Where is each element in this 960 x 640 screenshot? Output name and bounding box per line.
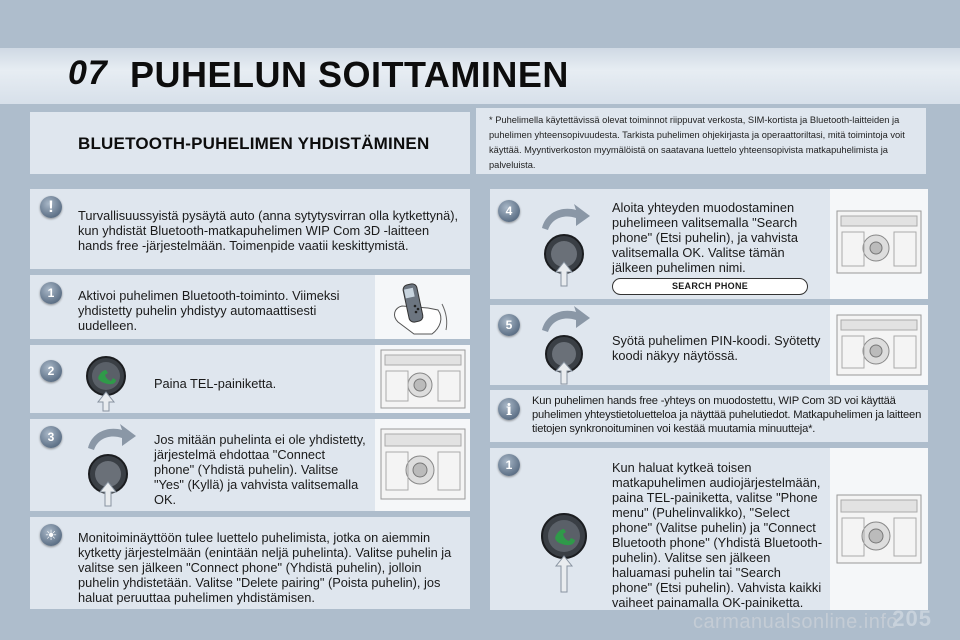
step-3-text: Jos mitään puhelinta ei ole yhdistetty, järjestelmä ehdottaa "Connect phone" (Yhdistä puhelin). Valitse "Yes" (Kyllä) ja vahvista valitsemalla OK.: [154, 432, 366, 507]
warning-text: Turvallisuussyistä pysäytä auto (anna sytytysvirran olla kytkettynä), kun yhdistät Bluetooth-matkapuhelimen WIP Com 3D -laitteen hands free -järjestelmään. Toimenpide vaatii keskittymistä.: [78, 208, 459, 253]
step-1-badge: 1: [40, 282, 62, 304]
step-2-text: Paina TEL-painiketta.: [154, 376, 277, 391]
tip-sun-icon: ☀: [40, 524, 62, 546]
warning-icon: !: [40, 196, 62, 218]
tel-button-icon: [536, 504, 594, 594]
ok-knob-icon: [82, 420, 140, 508]
screen-search-phone-label: SEARCH PHONE: [612, 278, 808, 295]
tip-text: Monitoiminäyttöön tulee luettelo puhelimista, jotka on aiemmin kytketty järjestelmään (enintään neljä puhelinta). Valitse puhelin ja valitse sen jälkeen "Connect phone" (Yhdistä puhelin), jolloin puhelin yhdistetään. Valitse "Delete pairing" (Poista puhelin), jos haluat peruuttaa puhelimen yhdistämisen.: [78, 530, 452, 605]
radio-unit-image: [836, 314, 922, 376]
step-3-badge: 3: [40, 426, 62, 448]
ok-knob-icon: [536, 200, 594, 288]
radio-unit-image: [836, 210, 922, 274]
step-2-badge: 2: [40, 360, 62, 382]
chapter-number: 07: [68, 54, 108, 92]
step-4-badge: 4: [498, 200, 520, 222]
info-text: Kun puhelimen hands free -yhteys on muodostettu, WIP Com 3D voi käyttää puhelimen yhteystietoluetteloa ja näyttää puhelutiedot. Matkapuhelimen ja laitteen tietojen synkronoituminen voi kestää muutamia minuutteja*.: [532, 395, 922, 435]
step-last-text: Kun haluat kytkeä toisen matkapuhelimen audiojärjestelmään, paina TEL-painiketta, valitse "Phone menu" (Puhelinvalikko), "Select phone" (Valitse puhelin) ja "Connect Bluetooth phone" (Yhdistä Bluetooth-puhelin). Valitse sen jälkeen haluamasi puhelin tai "Search phone" (Etsi puhelin). Vahvista kaikki vaiheet painamalla OK-painiketta.: [612, 460, 823, 610]
step-5-badge: 5: [498, 314, 520, 336]
step-last-badge: 1: [498, 454, 520, 476]
ok-knob-icon: [536, 304, 594, 386]
info-icon: i: [498, 398, 520, 420]
step-4-text: Aloita yhteyden muodostaminen puhelimeen valitsemalla "Search phone" (Etsi puhelin), ja vahvista valitsemalla OK. Valitse tämän jälkeen puhelimen nimi.: [612, 200, 798, 275]
footnote-text: * Puhelimella käytettävissä olevat toiminnot riippuvat verkosta, SIM-kortista ja Bluetooth-laitteiden ja puhelimen yhteensopivuudesta. Tarkista puhelimen ohjekirjasta ja operaattoriltasi, mitä toimintoja voit käyttää. Myyntiverkoston myymälöistä on saatavana luettelo yhteensopivista matkapuhelimista ja palveluista.: [489, 115, 905, 170]
section-title: BLUETOOTH-PUHELIMEN YHDISTÄMINEN: [78, 134, 430, 153]
radio-unit-image: [836, 494, 922, 564]
hand-phone-icon: [388, 278, 456, 338]
step-1-text: Aktivoi puhelimen Bluetooth-toiminto. Viimeksi yhdistetty puhelin yhdistyy automaattisesti uudelleen.: [78, 288, 340, 333]
radio-unit-image: [380, 349, 466, 409]
watermark: carmanualsonline.info: [692, 611, 898, 633]
page-title: PUHELUN SOITTAMINEN: [130, 54, 569, 95]
step-5-text: Syötä puhelimen PIN-koodi. Syötetty koodi näkyy näytössä.: [612, 333, 821, 363]
tel-button-icon: [84, 348, 134, 412]
radio-unit-image: [380, 428, 466, 500]
page-number: 205: [892, 606, 932, 631]
